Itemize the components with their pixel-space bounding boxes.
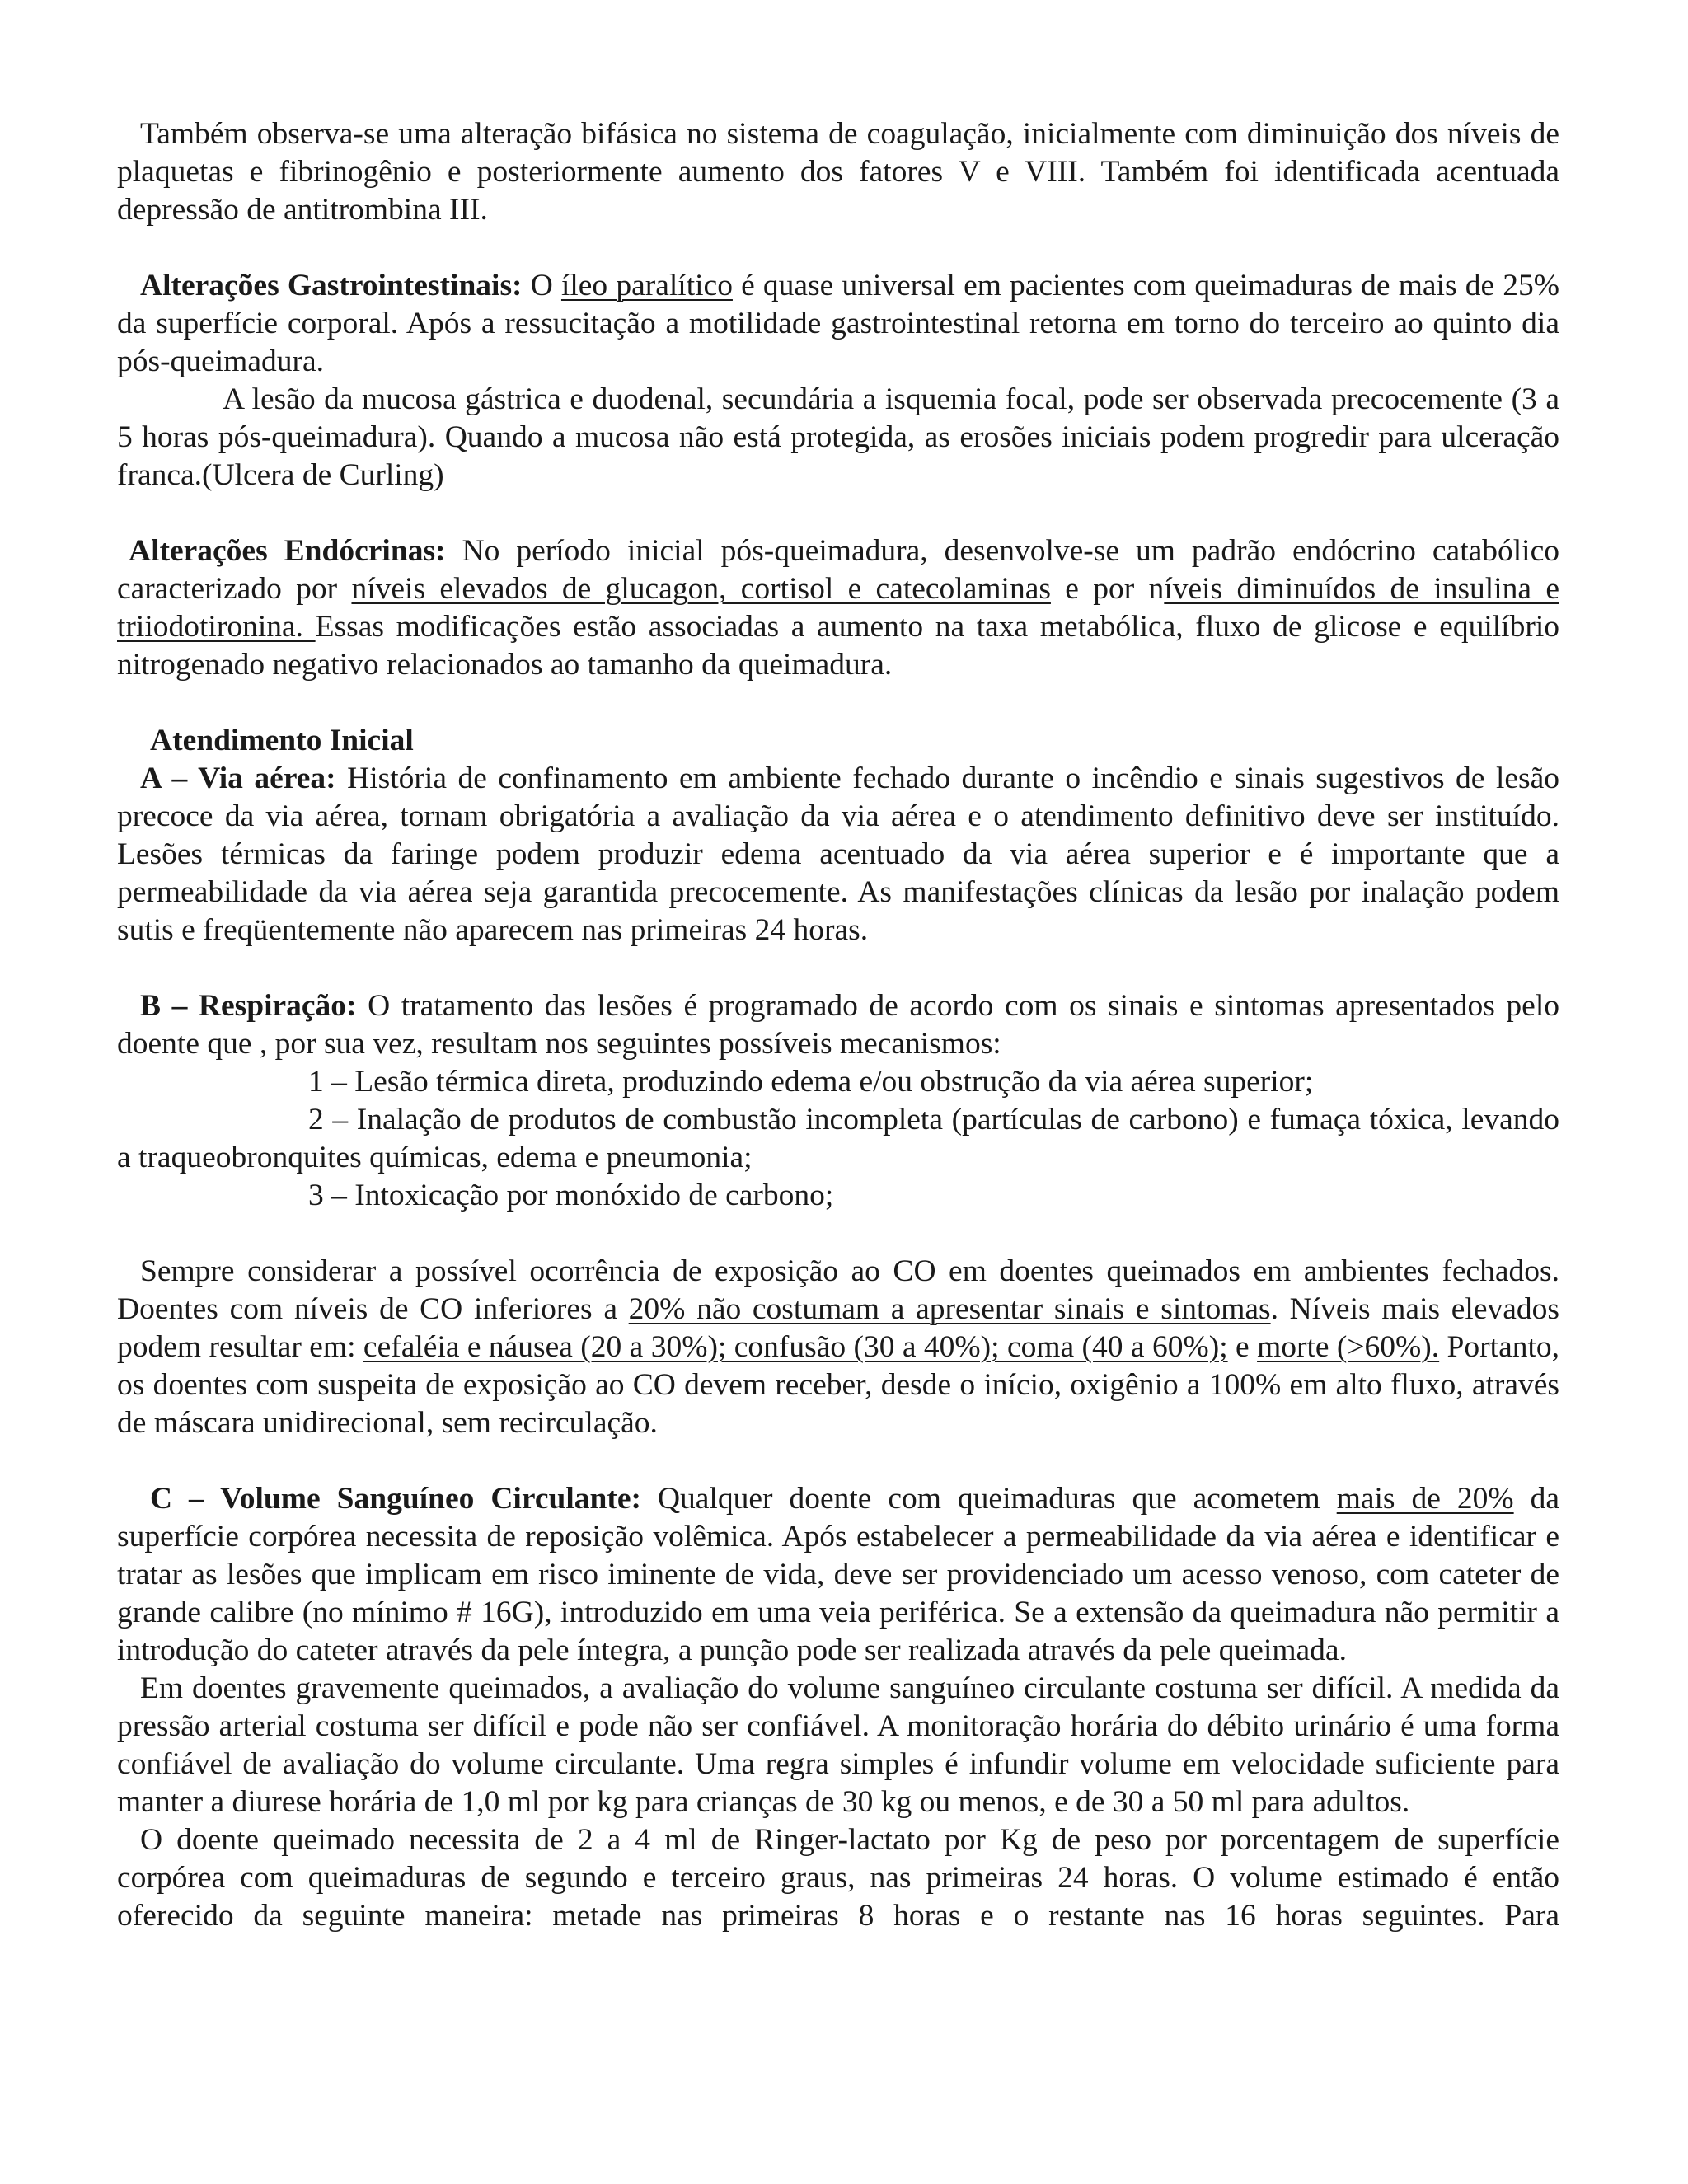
label-respiracao: B – Respiração:	[140, 989, 357, 1023]
paragraph-avaliacao-volume: Em doentes gravemente queimados, a avaliação do volume sanguíneo circulante costuma ser difícil. A medida da pressão arterial costuma ser difícil e pode não ser confiável. A monitoração horária do débito urinário é uma forma confiável de avaliação do volume circulante. Uma regra simples é infundir volume em velocidade suficiente para manter a diurese horária de 1,0 ml por kg para crianças de 30 kg ou menos, e de 30 a 50 ml para adultos.	[117, 1671, 1559, 1819]
underline-20-percent: 20% não costumam a apresentar sinais e sintomas	[628, 1292, 1271, 1326]
paragraph-ringer-lactato: O doente queimado necessita de 2 a 4 ml de Ringer-lactato por Kg de peso por porcentagem de superfície corpórea com queimaduras de segundo e terceiro graus, nas primeiras 24 horas. O volume estimado é então oferecido da seguinte maneira: metade nas primeiras 8 horas e o restante nas 16 horas seguintes. Para	[117, 1823, 1559, 1933]
text-span: Qualquer doente com queimaduras que acometem	[640, 1482, 1337, 1516]
text-span: Sempre considerar a possível ocorrência de exposição ao CO em doentes queimados em ambientes fechados. Doentes com níveis de CO inferiores a	[117, 1254, 1559, 1326]
paragraph-endocrinas	[117, 532, 1559, 684]
label-gastrointestinais: Alterações Gastrointestinais:	[140, 269, 523, 302]
section-heading: Atendimento Inicial	[150, 724, 414, 757]
list-item: 3 – Intoxicação por monóxido de carbono;	[308, 1179, 834, 1212]
paragraph-mucosa: A lesão da mucosa gástrica e duodenal, secundária a isquemia focal, pode ser observada precocemente (3 a 5 horas pós-queimadura). Quando a mucosa não está protegida, as erosões iniciais podem progredir para ulceração franca.(Ulcera de Curling)	[117, 382, 1559, 492]
label-volume-circulante: C – Volume Sanguíneo Circulante:	[150, 1482, 641, 1516]
text-span: Essas modificações estão associadas a aumento na taxa metabólica, fluxo de glicose e equilíbrio nitrogenado negativo relacionados ao tamanho da queimadura.	[117, 610, 1560, 682]
text-span: . Níveis mais elevados podem resultar em:	[117, 1292, 1559, 1364]
underline-niveis-diminuidos: íveis diminuídos de insulina e triiodotironina.	[117, 572, 1559, 644]
paragraph-gastrointestinais	[117, 267, 1559, 381]
paragraph-volume-circulante	[117, 1480, 1559, 1670]
paragraph-monoxido	[117, 1253, 1559, 1442]
paragraph-respiracao	[117, 987, 1559, 1063]
text-span: é quase universal em pacientes com queimaduras de mais de 25% da superfície corporal. Após a ressucitação a motilidade gastrointestinal retorna em torno do terceiro ao quinto dia pós-queimadura.	[117, 269, 1560, 378]
list-item: 1 – Lesão térmica direta, produzindo edema e/ou obstrução da via aérea superior;	[308, 1065, 1314, 1099]
text-span: No período inicial pós-queimadura, desenvolve-se um padrão endócrino catabólico caracterizado por	[117, 534, 1559, 606]
paragraph-coagulacao: Também observa-se uma alteração bifásica no sistema de coagulação, inicialmente com diminuição dos níveis de plaquetas e fibrinogênio e posteriormente aumento dos fatores V e VIII. Também foi identificada acentuada depressão de antitrombina III.	[117, 117, 1559, 227]
text-span: da superfície corpórea necessita de reposição volêmica. Após estabelecer a permeabilidade da via aérea e identificar e tratar as lesões que implicam em risco iminente de vida, deve ser providenciado um acesso venoso, com cateter de grande calibre (no mínimo # 16G), introduzido em uma veia periférica. Se a extensão da queimadura não permitir a introdução do cateter através da pele íntegra, a punção pode ser realizada através da pele queimada.	[117, 1482, 1559, 1667]
text-span: O	[522, 269, 561, 302]
underline-ileo: íleo paralítico	[560, 269, 733, 302]
text-span: História de confinamento em ambiente fechado durante o incêndio e sinais sugestivos de lesão precoce da via aérea, tornam obrigatória a avaliação da via aérea e o atendimento definitivo deve ser instituído. Lesões térmicas da faringe podem produzir edema acentuado da via aérea superior e é importante que a permeabilidade da via aérea seja garantida precocemente. As manifestações clínicas da lesão por inalação podem sutis e freqüentemente não aparecem nas primeiras 24 horas.	[117, 762, 1559, 947]
underline-mais-20: mais de 20%	[1336, 1482, 1514, 1516]
label-endocrinas: Alterações Endócrinas:	[129, 534, 446, 568]
text-span: Portanto, os doentes com suspeita de exposição ao CO devem receber, desde o início, oxigênio a 100% em alto fluxo, através de máscara unidirecional, sem recirculação.	[117, 1330, 1560, 1440]
label-via-aerea: A – Via aérea:	[140, 762, 336, 795]
underline-niveis-elevados: níveis elevados de glucagon, cortisol e catecolaminas	[351, 572, 1051, 606]
underline-sintomas-niveis: cefaléia e náusea (20 a 30%); confusão (30 a 40%); coma (40 a 60%);	[363, 1330, 1228, 1364]
list-item: 2 – Inalação de produtos de combustão incompleta (partículas de carbono) e fumaça tóxica, levando a traqueobronquites químicas, edema e pneumonia;	[117, 1103, 1559, 1174]
text-span: e	[1227, 1330, 1258, 1364]
text-span: e por n	[1050, 572, 1165, 606]
underline-morte: morte (>60%).	[1257, 1330, 1440, 1364]
paragraph-via-aerea	[117, 760, 1559, 949]
text-span: O tratamento das lesões é programado de acordo com os sinais e sintomas apresentados pelo doente que , por sua vez, resultam nos seguintes possíveis mecanismos:	[117, 989, 1559, 1061]
